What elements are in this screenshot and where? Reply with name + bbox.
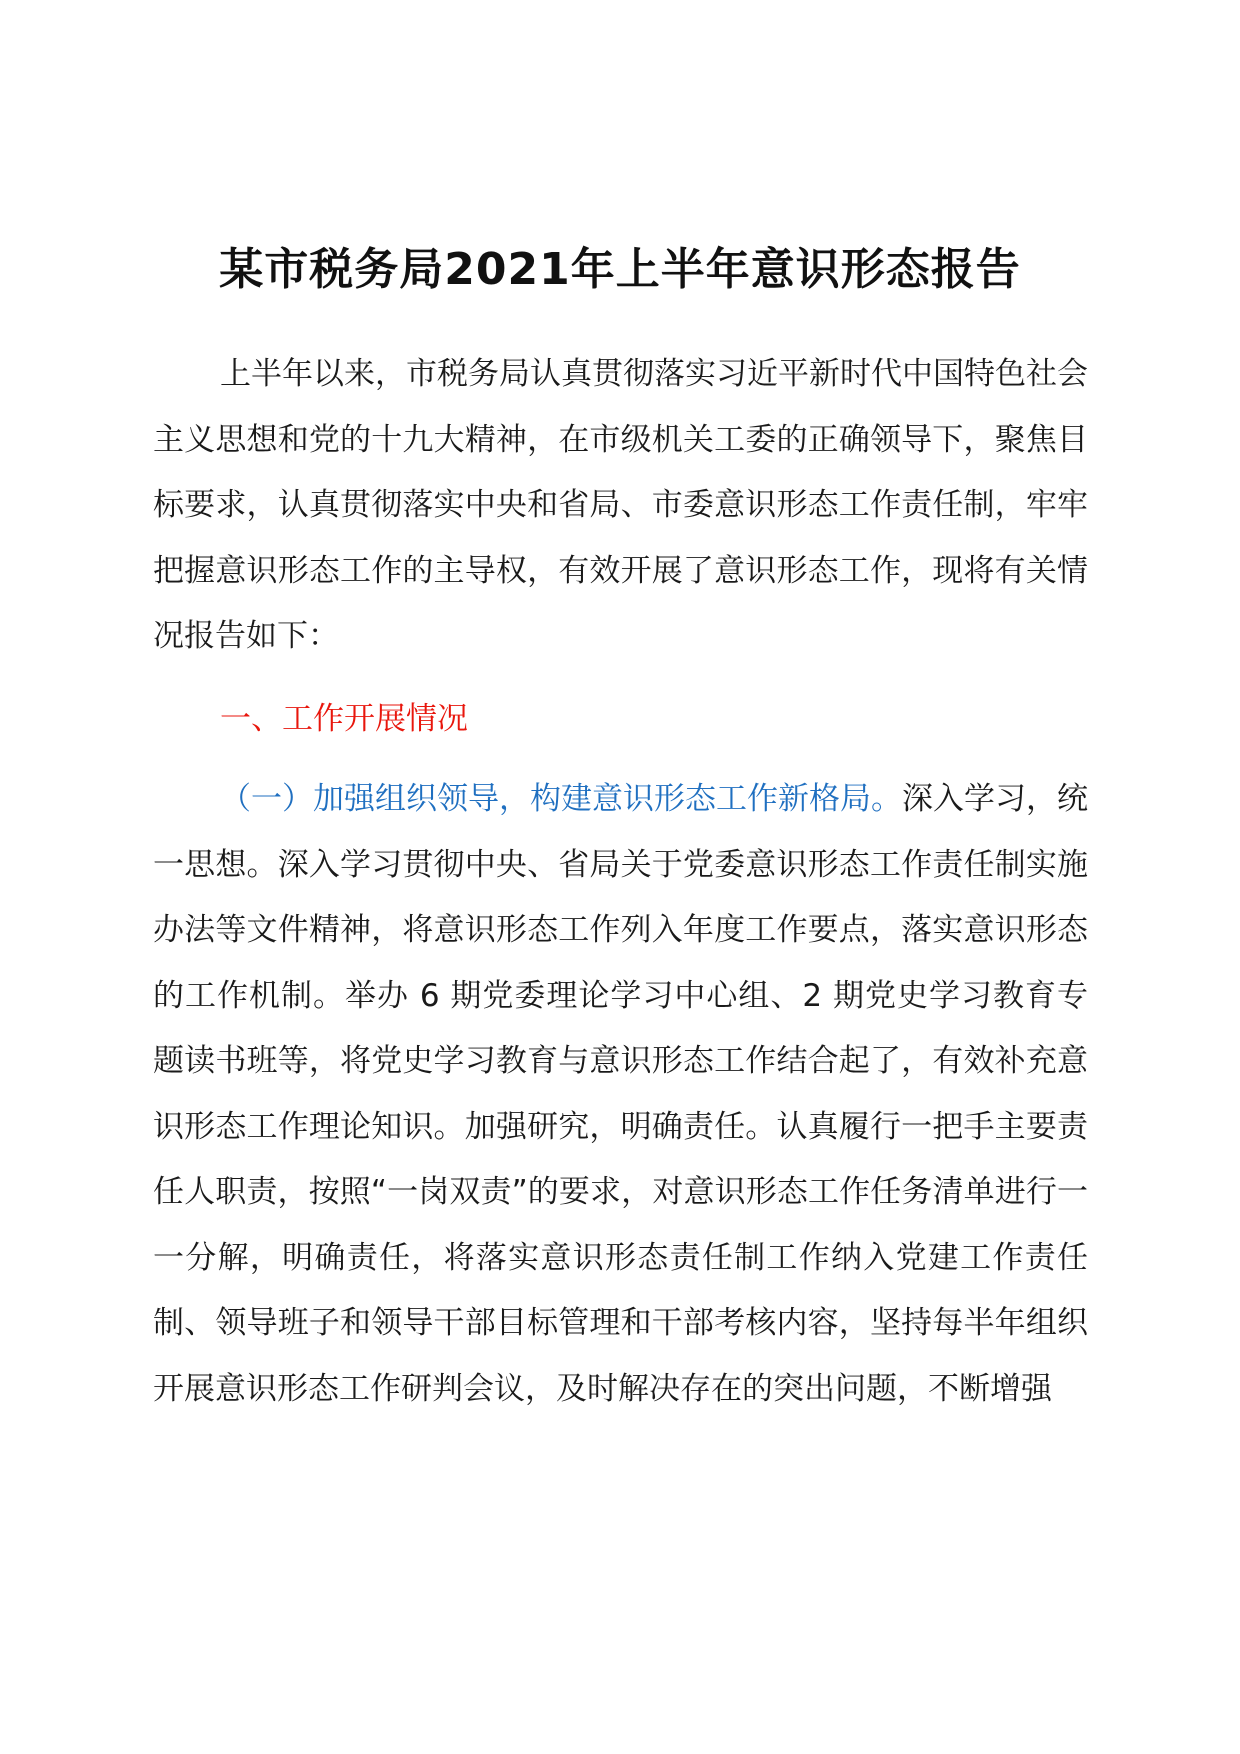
subsection-text: 深入学习，统一思想。深入学习贯彻中央、省局关于党委意识形态工作责任制实施办法等文件精神，将意识形态工作列入年度工作要点，落实意识形态的工作机制。举办 6 期党委理论学习中心组、2 期党史学习教育专题读书班等，将党史学习教育与意识形态工作结合起了，有效补充意识形态工作理论知识。加强研究，明确责任。认真履行一把手主要责任人职责，按照“一岗双责”的要求，对意识形态工作任务清单进行一一分解，明确责任，将落实意识形态责任制工作纳入党建工作责任制、领导班子和领导干部目标管理和干部考核内容，坚持每半年组织开展意识形态工作研判会议，及时解决存在的突出问题，不断增强 <box>153 781 1088 1407</box>
intro-paragraph: 上半年以来，市税务局认真贯彻落实习近平新时代中国特色社会主义思想和党的十九大精神，在市级机关工委的正确领导下，聚焦目标要求，认真贯彻落实中央和省局、市委意识形态工作责任制，牢牢把握意识形态工作的主导权，有效开展了意识形态工作，现将有关情况报告如下： <box>153 356 1088 654</box>
section-heading: 一、工作开展情况 <box>220 701 468 737</box>
subsection-lead: （一）加强组织领导，构建意识形态工作新格局。 <box>220 781 902 817</box>
subsection-paragraph <box>153 767 1088 1422</box>
document-title: 某市税务局2021年上半年意识形态报告 <box>219 244 1021 295</box>
